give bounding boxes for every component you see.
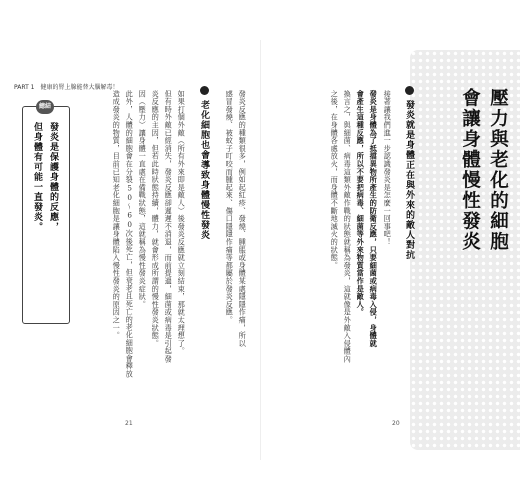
continuation-paragraph-line: 發炎反應的種類很多，例如起紅疹、發燒、腫脹或身體某處隱隱作痛，所以 xyxy=(238,90,248,348)
section2-paragraph-line: 此外，人體的細胞會在分裂50～60次後死亡，但衰老且死亡的老化細胞會釋放 xyxy=(125,90,135,378)
section1-heading: 發炎就是身體正在與外來的敵人對抗 xyxy=(404,100,414,260)
section-bullet-icon xyxy=(405,86,414,95)
section2-paragraph-line: 但有時外敵已經消失，發炎反應卻遲遲不消退，而前提過，細菌或病毒是引起發 xyxy=(164,90,174,363)
section1-paragraph-line: 換言之，與細菌、病毒這類外敵作戰的狀態就稱為發炎，這就像是外敵入侵體內 xyxy=(343,90,353,363)
section1-paragraph-line: 接著讓我們進一步認識發炎是怎麼一回事吧！ xyxy=(383,90,393,246)
section2-paragraph-line: 造成發炎的物質，目前已知老化細胞是讓身體陷入慢性發炎的原因之一。 xyxy=(112,90,122,340)
summary-line-2: 但身體有可能一直發炎。 xyxy=(32,122,42,232)
section2-heading: 老化細胞也會導致身體慢性發炎 xyxy=(199,100,209,240)
summary-tag xyxy=(36,100,54,114)
page-number-left: 21 xyxy=(125,420,133,427)
page-number-right: 20 xyxy=(392,420,400,427)
summary-tag-label: 總結 xyxy=(38,103,51,110)
continuation-paragraph-line: 感冒發燒、被蚊子叮咬而腫起來、傷口隱隱作痛等都屬於發炎反應。 xyxy=(225,90,235,324)
section2-paragraph-line: 炎反應的主因，但若此時狀態持續，體力，就會形成所謂的慢性發炎狀態。 xyxy=(151,90,161,348)
running-head: PART 1 健康的腎上腺能替大腦解毒！ xyxy=(14,84,119,91)
section-bullet-icon xyxy=(200,86,209,95)
title-line-1: 壓力與老化的細胞 xyxy=(487,88,509,252)
summary-line-1: 發炎是保護身體的反應， xyxy=(48,122,58,232)
section2-paragraph-line: 如果打個外敵（所有外來即是敵人）後發炎反應就立刻結束，那就太理想了。 xyxy=(177,90,187,356)
section1-paragraph-line: 之後，在身體各處放火，而身體不斷地滅火的狀態。 xyxy=(330,90,340,270)
section1-paragraph-line: 會產生這種反應，所以不要把病毒、細菌等外來物質當作是敵人。 xyxy=(356,90,366,317)
summary-box xyxy=(22,106,70,324)
section2-paragraph-line: 因（壓力）讓身體一直處在備戰狀態，這就稱為慢性發炎症狀。 xyxy=(138,90,148,309)
section1-paragraph-line: 發炎是身體為了抵擋異物所產生的防衛反應，只要細菌或病毒入侵，身體就 xyxy=(369,90,379,348)
title-line-2: 會讓身體慢性發炎 xyxy=(459,88,481,252)
